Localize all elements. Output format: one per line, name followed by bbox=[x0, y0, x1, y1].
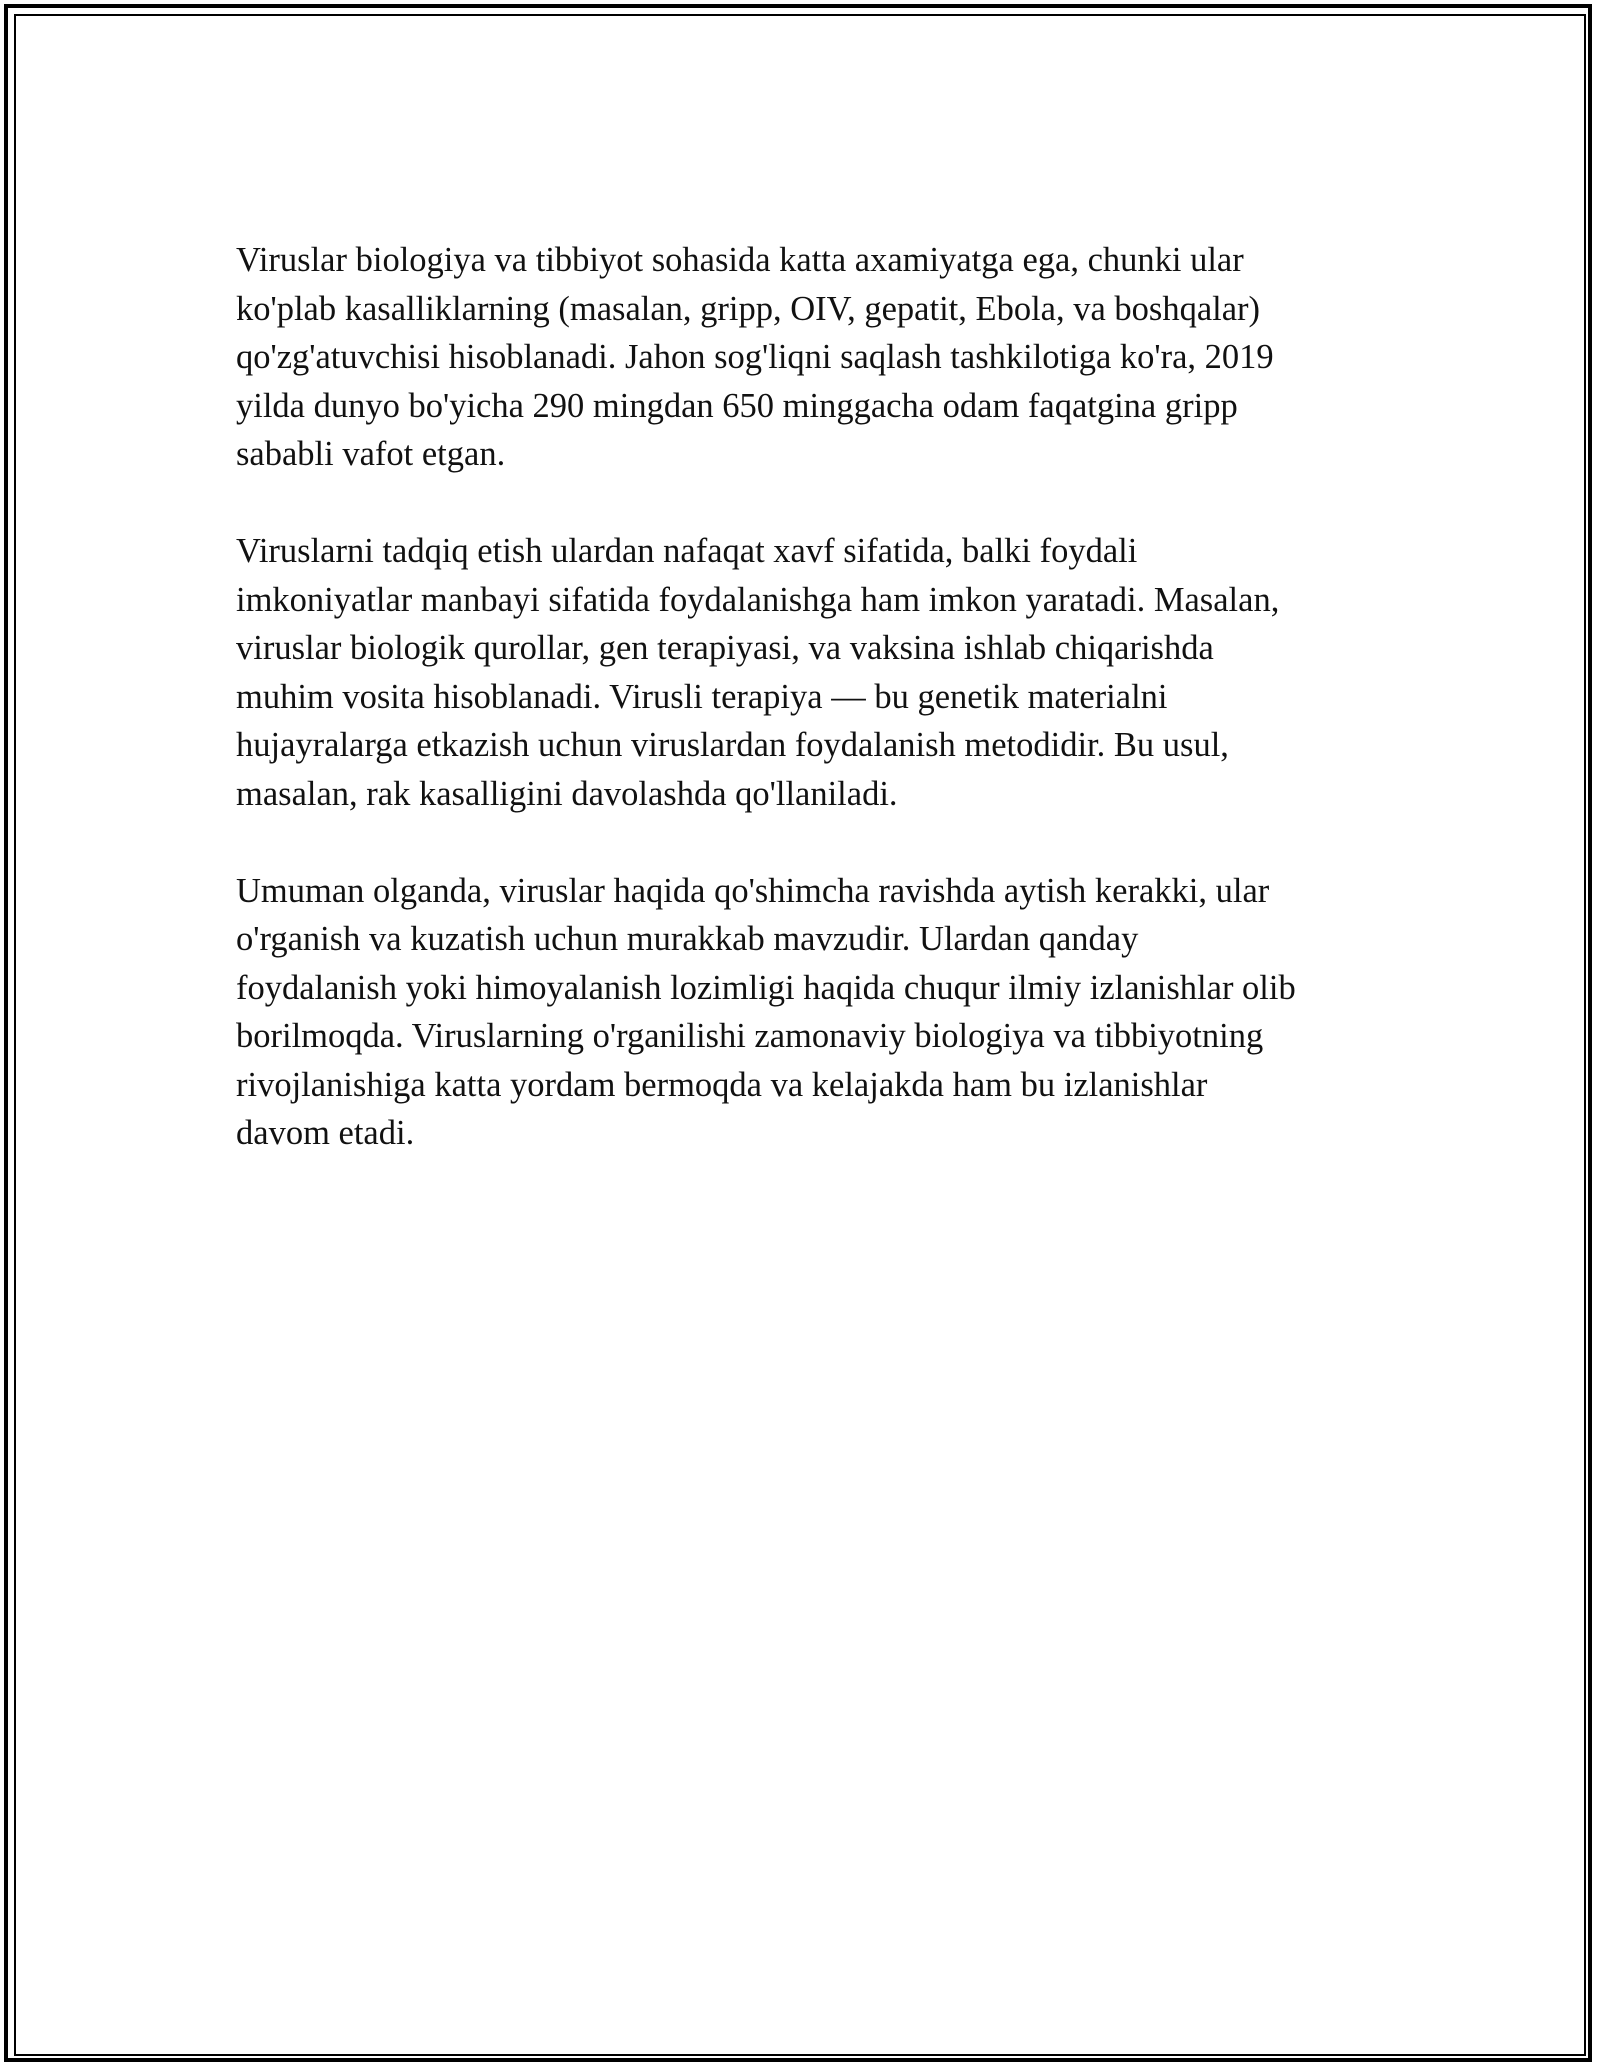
text-line: Viruslar biologiya va tibbiyot sohasida katta axamiyatga ega, chunki ular bbox=[236, 241, 1244, 279]
text-line: Umuman olganda, viruslar haqida qo'shimcha ravishda aytish kerakki, ular bbox=[236, 871, 1270, 910]
text-line: muhim vosita hisoblanadi. Virusli terapiya — bu genetik materialni bbox=[236, 677, 1168, 716]
text-line: sababli vafot etgan. bbox=[236, 435, 506, 473]
paragraph-2 bbox=[236, 527, 1396, 818]
text-line: viruslar biologik qurollar, gen terapiyasi, va vaksina ishlab chiqarishda bbox=[236, 629, 1214, 667]
text-line: hujayralarga etkazish uchun viruslardan foydalanish metodidir. Bu usul, bbox=[236, 726, 1229, 764]
document-body bbox=[236, 236, 1396, 1206]
text-line: imkoniyatlar manbayi sifatida foydalanishga ham imkon yaratadi. Masalan, bbox=[236, 580, 1280, 619]
text-line: Viruslarni tadqiq etish ulardan nafaqat xavf sifatida, balki foydali bbox=[236, 532, 1138, 570]
text-line: qo'zg'atuvchisi hisoblanadi. Jahon sog'liqni saqlash tashkilotiga ko'ra, 2019 bbox=[236, 338, 1274, 376]
paragraph-3 bbox=[236, 867, 1396, 1158]
text-line: foydalanish yoki himoyalanish lozimligi haqida chuqur ilmiy izlanishlar olib bbox=[236, 968, 1296, 1007]
text-line: davom etadi. bbox=[236, 1114, 415, 1152]
text-line: borilmoqda. Viruslarning o'rganilishi zamonaviy biologiya va tibbiyotning bbox=[236, 1017, 1264, 1055]
text-line: yilda dunyo bo'yicha 290 mingdan 650 minggacha odam faqatgina gripp bbox=[236, 386, 1238, 425]
text-line: rivojlanishiga katta yordam bermoqda va kelajakda ham bu izlanishlar bbox=[236, 1065, 1208, 1104]
paragraph-1 bbox=[236, 236, 1396, 479]
text-line: o'rganish va kuzatish uchun murakkab mavzudir. Ulardan qanday bbox=[236, 920, 1139, 958]
text-line: masalan, rak kasalligini davolashda qo'llaniladi. bbox=[236, 774, 898, 813]
text-line: ko'plab kasalliklarning (masalan, gripp, OIV, gepatit, Ebola, va boshqalar) bbox=[236, 289, 1261, 328]
